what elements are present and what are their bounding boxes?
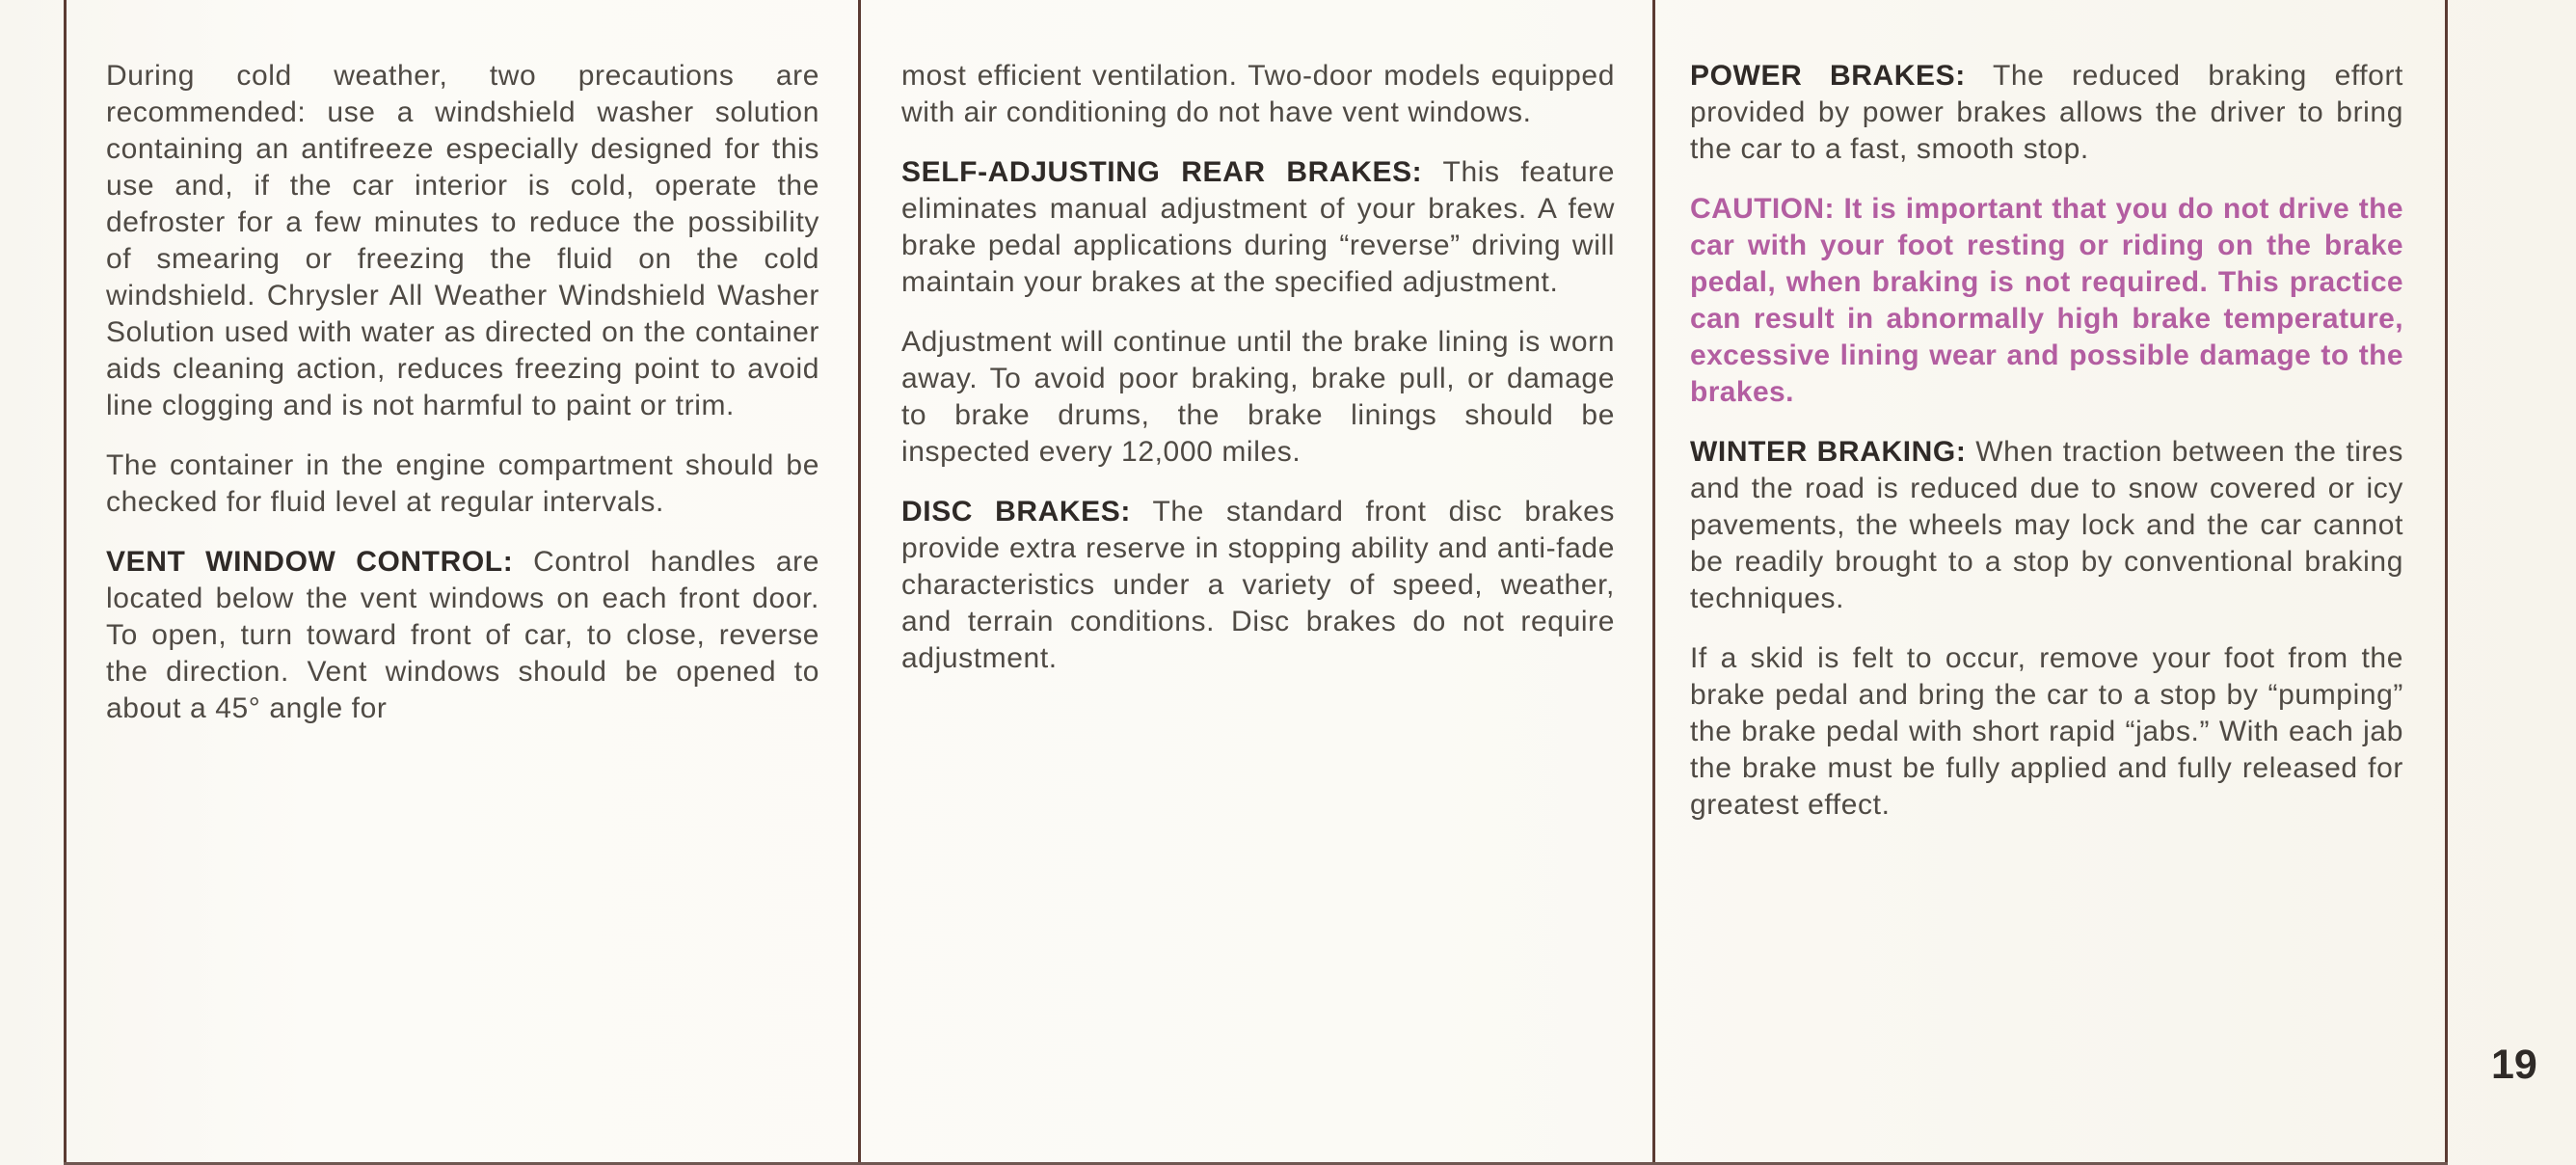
disc-brakes-text: The standard front disc brakes provide extra reserve in stopping ability and anti-fade characteristics under a variety of speed, weather, and terrain conditions. Disc brakes do not require adjustment. (901, 496, 1615, 674)
ventilation-continuation-paragraph (901, 58, 1615, 131)
power-brakes-heading: POWER BRAKES: (1690, 60, 1966, 92)
disc-brakes-paragraph (901, 494, 1615, 677)
vent-window-control-text: Control handles are located below the vent windows on each front door. To open, turn toward front of car, to close, reverse the direction. Vent windows should be opened to about a 45° angle for (106, 546, 820, 724)
washer-precautions-text: During cold weather, two precautions are recommended: use a windshield washer solution containing an antifreeze especially designed for this use and, if the car interior is cold, operate the defroster for a few minutes to reduce the possibility of smearing or freezing the fluid on the cold windshield. Chrysler All Weather Windshield Washer Solution used with water as directed on the container aids cleaning action, reduces freezing point to avoid line clogging and is not harmful to paint or trim. (106, 60, 819, 421)
vent-window-control-paragraph (106, 544, 819, 727)
text-column-1 (106, 58, 819, 750)
skid-instructions-paragraph (1690, 640, 2403, 824)
winter-braking-heading: WINTER BRAKING: (1690, 436, 1967, 468)
caution-text: CAUTION: It is important that you do not drive the car with your foot resting or riding on the brake pedal, when braking is not required. This practice can result in abnormally high brake temperature, excessive lining wear and possible damage to the brakes. (1690, 193, 2403, 408)
right-margin-rule (2445, 0, 2448, 1165)
winter-braking-paragraph (1690, 434, 2403, 617)
self-adjusting-rear-brakes-paragraph (901, 154, 1615, 301)
page-number: 19 (2491, 1042, 2537, 1088)
text-column-2 (901, 58, 1615, 700)
brake-lining-adjustment-paragraph (901, 324, 1615, 471)
self-adjusting-rear-brakes-heading: SELF-ADJUSTING REAR BRAKES: (901, 156, 1423, 188)
column-divider-1 (858, 0, 861, 1165)
ventilation-continuation-text: most efficient ventilation. Two-door models equipped with air conditioning do not have vent windows. (901, 60, 1615, 128)
text-column-3 (1690, 58, 2403, 847)
disc-brakes-heading: DISC BRAKES: (901, 496, 1131, 528)
self-adjusting-rear-brakes-text: This feature eliminates manual adjustment of your brakes. A few brake pedal applications during “reverse” driving will maintain your brakes at the specified adjustment. (901, 156, 1615, 298)
skid-instructions-text: If a skid is felt to occur, remove your foot from the brake pedal and bring the car to a stop by “pumping” the brake pedal with short rapid “jabs.” With each jab the brake must be fully applied and fully released for greatest effect. (1690, 642, 2403, 821)
caution-paragraph (1690, 191, 2403, 411)
winter-braking-text: When traction between the tires and the road is reduced due to snow covered or icy pavements, the wheels may lock and the car cannot be readily brought to a stop by conventional braking techniques. (1690, 436, 2404, 614)
power-brakes-paragraph (1690, 58, 2403, 168)
container-check-text: The container in the engine compartment should be checked for fluid level at regular intervals. (106, 449, 819, 518)
brake-lining-adjustment-text: Adjustment will continue until the brake lining is worn away. To avoid poor braking, brake pull, or damage to brake drums, the brake linings should be inspected every 12,000 miles. (901, 326, 1615, 468)
washer-precautions-paragraph (106, 58, 819, 424)
left-column-rule (64, 0, 67, 1165)
column-divider-2 (1652, 0, 1655, 1165)
vent-window-control-heading: VENT WINDOW CONTROL: (106, 546, 514, 578)
power-brakes-text: The reduced braking effort provided by power brakes allows the driver to bring the car to a fast, smooth stop. (1690, 60, 2403, 165)
container-check-paragraph (106, 447, 819, 521)
